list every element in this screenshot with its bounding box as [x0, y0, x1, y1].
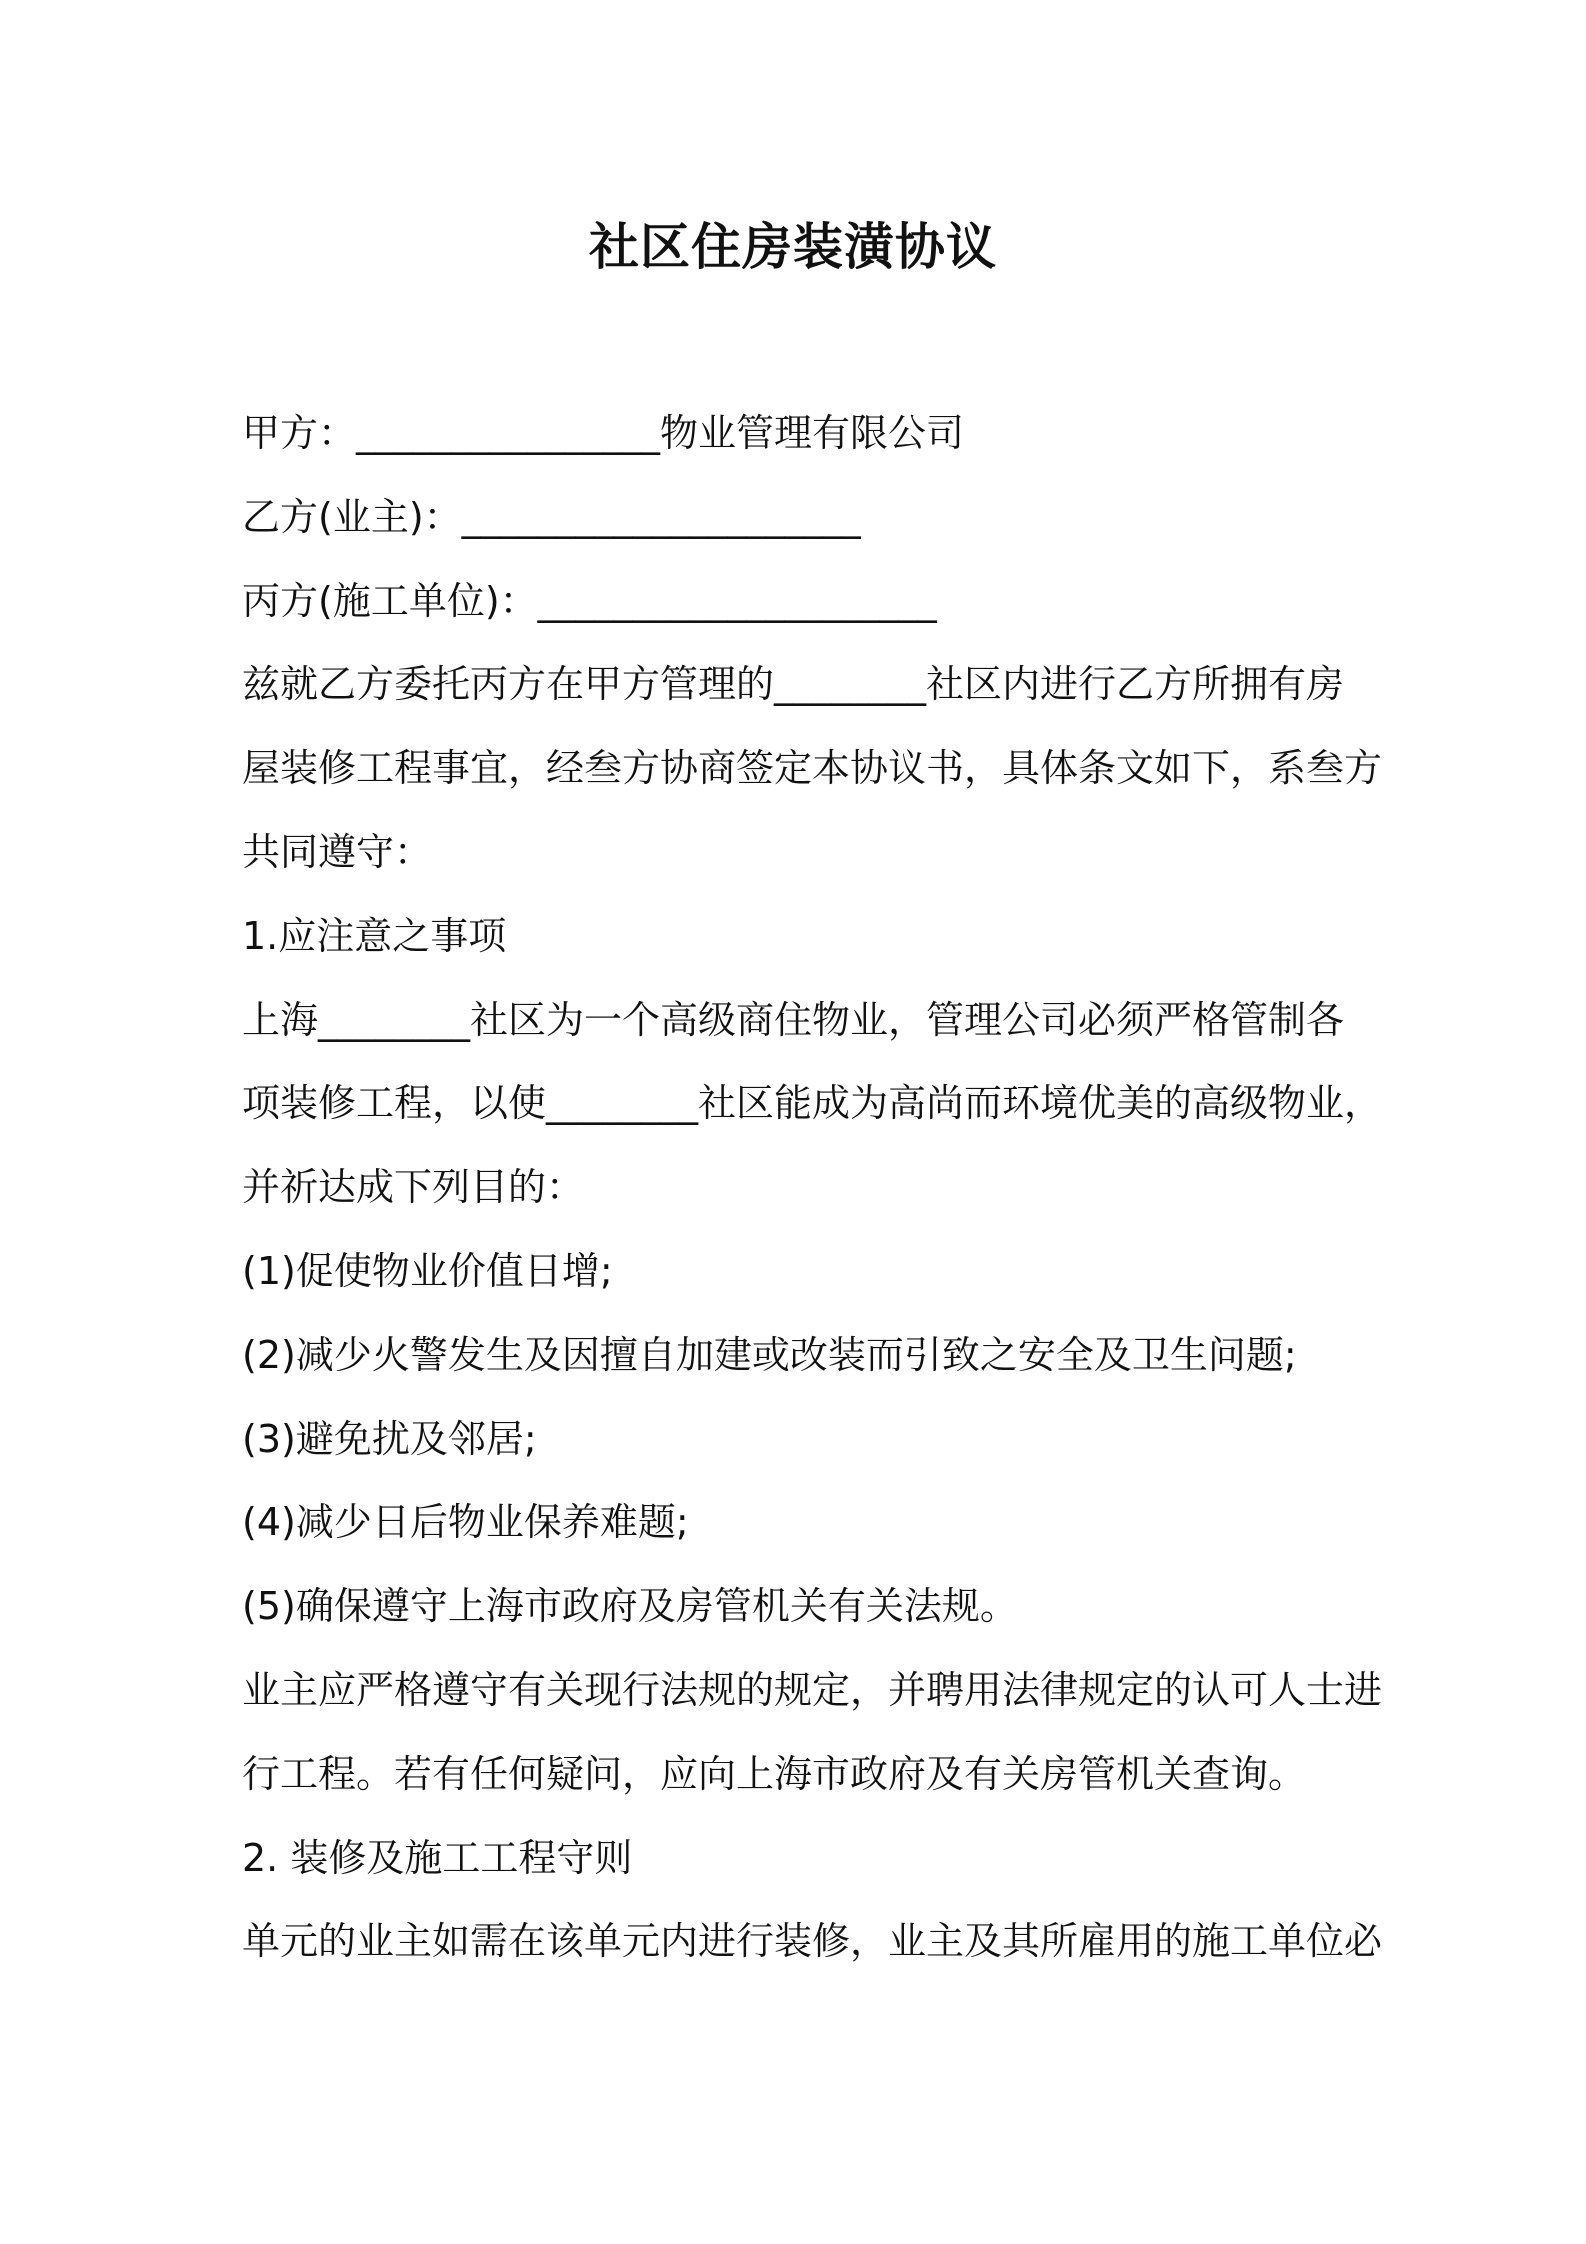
- intro-line-3: 共同遵守：: [242, 829, 433, 874]
- party-a-line: 甲方：________________物业管理有限公司: [242, 411, 965, 455]
- section-2-heading: 2. 装修及施工工程守则: [242, 1835, 633, 1880]
- purpose-item-3: (3)避免扰及邻居;: [242, 1416, 537, 1461]
- intro-line-1: 兹就乙方委托丙方在甲方管理的________社区内进行乙方所拥有房: [242, 662, 1345, 707]
- document-title: 社区住房装潢协议: [589, 218, 997, 276]
- intro-line-2: 屋装修工程事宜，经叁方协商签定本协议书，具体条文如下，系叁方: [242, 746, 1383, 791]
- document-body: [242, 408, 1383, 2000]
- owner-obligation-line-2: 行工程。若有任何疑问，应向上海市政府及有关房管机关查询。: [242, 1751, 1307, 1796]
- section-2-paragraph-line-1: 单元的业主如需在该单元内进行装修，业主及其所雇用的施工单位必: [242, 1919, 1383, 1964]
- party-c-line: 丙方(施工单位)：_____________________: [242, 578, 937, 623]
- purpose-item-5: (5)确保遵守上海市政府及房管机关有关法规。: [242, 1584, 1018, 1629]
- owner-obligation-line-1: 业主应严格遵守有关现行法规的规定，并聘用法律规定的认可人士进: [242, 1667, 1383, 1712]
- purpose-item-1: (1)促使物业价值日增;: [242, 1248, 613, 1293]
- purpose-item-4: (4)减少日后物业保养难题;: [242, 1500, 689, 1545]
- section-1-heading: 1.应注意之事项: [242, 913, 507, 958]
- party-b-line: 乙方(业主)：_____________________: [242, 494, 861, 539]
- purpose-item-2: (2)减少火警发生及因擅自加建或改装而引致之安全及卫生问题;: [242, 1332, 1297, 1377]
- section-1-paragraph-line-2: 项装修工程，以使________社区能成为高尚而环境优美的高级物业，: [242, 1081, 1383, 1126]
- section-1-paragraph-line-1: 上海________社区为一个高级商住物业，管理公司必须严格管制各: [242, 997, 1345, 1042]
- section-1-paragraph-line-3: 并祈达成下列目的：: [242, 1165, 585, 1210]
